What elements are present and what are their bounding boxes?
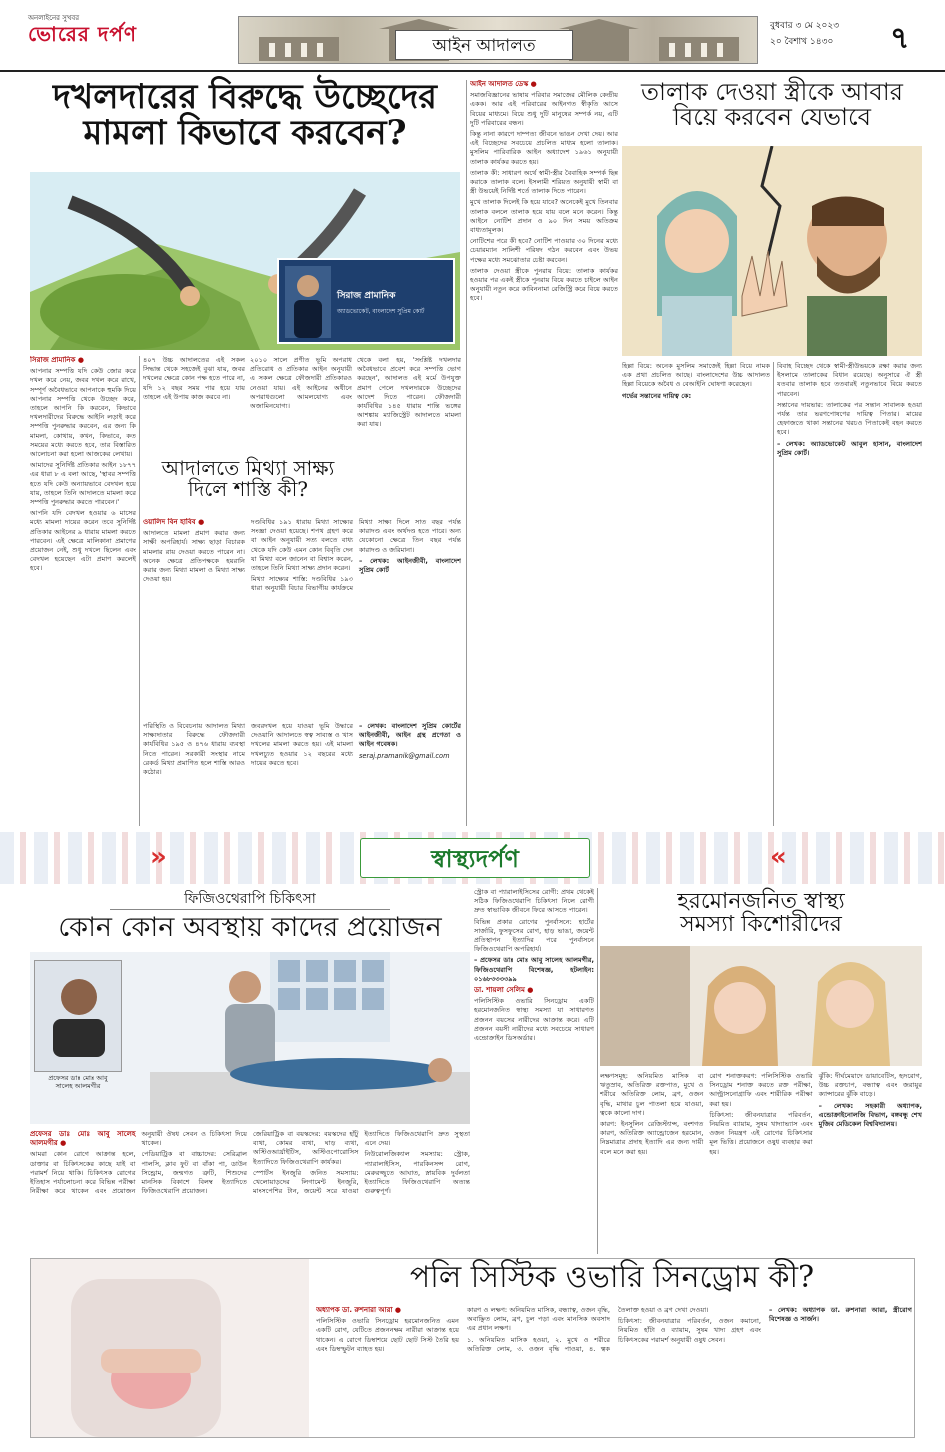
chevron-left-icon: « xyxy=(770,842,787,872)
article2-paragraph: পরিস্থিতি ও বিবেচনায় আদালত মিথ্যা সাক্ষ্যদাতার বিরুদ্ধে ফৌজদারী কার্যবিধির ১৯৫ ও ৪৭৬ ধারায় ব্যবস্থা নিতে পারেন। সরকারী সংস্থার নামে রেকর্ড মিথ্যা প্রমাণিত হলে শাস্তি আরও কঠোর। xyxy=(143,722,245,777)
article4-byline: প্রফেসর ডাঃ মোঃ আবু সালেহ আলমগীর ● xyxy=(30,1130,136,1148)
article2-footnote: – লেখক: আইনজীবী, বাংলাদেশ সুপ্রিম কোর্ট xyxy=(359,556,461,575)
article2-headline-line1: আদালতে মিথ্যা সাক্ষ্য xyxy=(161,456,335,480)
article1-email[interactable]: seraj.pramanik@gmail.com xyxy=(359,751,450,760)
article1-paragraph: থেকে বলা হয়, 'সংশ্লিষ্ট দখলদার অবৈধভাবে প্রবেশ করে সম্পত্তি ভোগ করছেন', আদালত এই মর্মে উপযুক্ত প্রমাণ পেলে দখলদারকে উচ্ছেদের আদেশ দিতে পারেন। ফৌজদারী কার্যবিধির ১৪৫ ধারায় শান্তি ভঙ্গের আশঙ্কায় ম্যাজিস্ট্রেট আদালতে মামলা করা যায়। xyxy=(357,356,461,429)
article1-headline[interactable] xyxy=(30,77,460,153)
smiling-girls-photo xyxy=(600,946,922,1066)
article2-paragraph: দণ্ডবিধির ১৯১ ধারায় মিথ্যা সাক্ষ্যের সংজ্ঞা দেওয়া হয়েছে। শপথ গ্রহণ করে বা আইন অনুযায়ী সত্য বলতে বাধ্য থেকে যদি কেউ এমন কোন বিবৃতি দেন যা মিথ্যা বলে জানেন বা বিশ্বাস করেন, তাহলে তিনি মিথ্যা সাক্ষ্য প্রদান করেন। xyxy=(251,518,353,573)
article3-headline-line1: তালাক দেওয়া স্ত্রীকে আবার xyxy=(641,78,903,106)
woman-abdominal-pain-photo xyxy=(31,1259,309,1437)
article1-column-4 xyxy=(357,356,461,448)
health-section-title[interactable]: স্বাস্থ্যদর্পণ xyxy=(360,838,590,878)
article3-footnote: – লেখক: অ্যাডভোকেট আবুল হাসান, বাংলাদেশ সুপ্রিম কোর্ট। xyxy=(777,439,922,457)
couple-illustration xyxy=(622,146,922,356)
article3-paragraph: হিল্লা বিয়ে: অনেক মুসলিম সমাজেই হিল্লা বিয়ে নামক এক প্রথা প্রচলিত আছে। বাংলাদেশের উচ্চ আদালত হিল্লা বিয়েকে অবৈধ ও বেআইনি ঘোষণা করেছেন। xyxy=(622,362,770,389)
article3-byline: আইন আদালত ডেস্ক ● xyxy=(470,80,537,88)
article5-paragraph: রোগ শনাক্তকরণ: পলিসিস্টিক ওভারি সিনড্রোম শনাক্ত করতে রক্ত পরীক্ষা, আল্ট্রাসনোগ্রাফি এবং শারীরিক পরীক্ষা করা হয়। xyxy=(709,1072,813,1108)
article3-subhead: গর্ভের সন্তানের দায়িত্ব কে: xyxy=(622,391,692,400)
article3-paragraph: সন্তানের দায়ভার: তালাকের পর সন্তান সাবালক হওয়া পর্যন্ত তার ভরণপোষণের দায়িত্ব পিতার। মায়ের হেফাজতে থাকা সন্তানের খরচও পিতাকেই বহন করতে হবে। xyxy=(777,400,922,437)
column-rule xyxy=(139,356,140,826)
article6-body xyxy=(316,1306,912,1434)
article5-paragraph: পলিসিস্টিক ওভারি সিনড্রোম একটি হরমোনজনিত স্বাস্থ্য সমস্যা যা সাধারণত প্রজনন বয়সের নারীদের আক্রান্ত করে। এটি প্রজনন বয়সী নারীদের মধ্যে সবচেয়ে সাধারণ এন্ডোক্রাইন ডিসঅর্ডার। xyxy=(474,997,594,1043)
article3-column-3 xyxy=(777,362,922,826)
article2-body-continued xyxy=(143,722,461,826)
column-rule xyxy=(773,362,774,826)
column-rule xyxy=(597,888,598,1254)
article3-paragraph: নোটিশের পরে কী হবে? নোটিশ পাওয়ার ৩০ দিনের মধ্যে চেয়ারম্যান সালিশী পরিষদ গঠন করবেন এবং উভয় পক্ষের মধ্যে সমঝোতার চেষ্টা করবেন। xyxy=(470,237,618,264)
article2-paragraph: আদালতে মামলা প্রমাণ করার জন্য সাক্ষী অপরিহার্য। সাক্ষ্য ছাড়া বিচারক মামলার রায় দেওয়া করতে পারেন না। অনেক ক্ষেত্রে প্রতিপক্ষকে হয়রানি করার জন্য মিথ্যা মামলা ও মিথ্যা সাক্ষ্য দেওয়া হয়। xyxy=(143,529,245,584)
article3-column-1 xyxy=(470,80,618,826)
article3-illustration xyxy=(622,146,922,356)
article3-headline[interactable] xyxy=(622,80,922,130)
article6-paragraph: পলিসিস্টিক ওভারি সিনড্রোম হরমোনজনিত এমন একটি রোগ, যেটিতে প্রজননক্ষম নারীরা আক্রান্ত হয়ে থাকেন। এ রোগে ডিম্বাশয়ে ছোট ছোট সিস্ট তৈরি হয় এবং ডিম্বস্ফুটন ব্যাহত হয়। xyxy=(316,1317,459,1353)
article4-body xyxy=(30,1130,470,1254)
article6-paragraph: চিকিৎসা: জীবনযাত্রার পরিবর্তন, ওজন কমানো, নিয়মিত হাঁটা ও ব্যায়াম, সুষম খাদ্য গ্রহণ এবং চিকিৎসকের পরামর্শ অনুযায়ী ওষুধ সেবন। xyxy=(618,1317,761,1344)
article5-paragraph: চিকিৎসা: জীবনযাত্রার পরিবর্তন, নিয়মিত ব্যায়াম, সুষম খাদ্যাভ্যাস এবং ওজন নিয়ন্ত্রণ এই রোগের চিকিৎসার মূল ভিত্তি। প্রয়োজনে ওষুধ ব্যবহার করা হয়। xyxy=(709,1110,813,1156)
article1-byline: সিরাজ প্রামানিক ● xyxy=(30,356,85,364)
article5-body xyxy=(600,1072,922,1254)
article1-footnote: – লেখক: বাংলাদেশ সুপ্রিম কোর্টের আইনজীবী, আইন গ্রন্থ প্রণেতা ও আইন গবেষক। xyxy=(359,722,461,749)
section-title: আইন আদালত xyxy=(395,30,573,60)
article1-paragraph: আমাদের সুনির্দিষ্ট প্রতিকার আইন ১৮৭৭ এর ধারা ৮ এ বলা আছে, 'স্থাবর সম্পত্তি হতে যদি কেউ অন্যায়ভাবে বেদখল হয়ে যায়, তাহলে তিনি আদালতে মামলা করে সম্পত্তি পুনরুদ্ধার করতে পারবেন।' xyxy=(30,461,136,507)
article1-column-1 xyxy=(30,356,136,826)
column-rule xyxy=(466,80,467,826)
article1-paragraph: আপনার সম্পত্তি যদি কেউ জোর করে দখল করে নেয়, জবর দখল করে রাখে, সম্পূর্ণ অবৈধভাবে আপনাকে হুমকি দিয়ে আপনার সম্পত্তি থেকে উচ্ছেদ করে, তাহলে আপনি কি করবেন, কিভাবে দখলদারীদের বিরুদ্ধে আইনি লড়াই করে সম্পত্তি পুনরুদ্ধার করবেন, এর জন্য কি মামলা, কোথায়, কখন, কিভাবে, কত সময়ের মধ্যে করতে হবে, তার বিস্তারিত আলোচনা করা হলো আজকের লেখায়। xyxy=(30,367,136,459)
article4-headline[interactable]: কোন কোন অবস্থায় কাদের প্রয়োজন xyxy=(58,912,442,943)
article3-paragraph: সমাজবিজ্ঞানের ভাষায় পরিবার সমাজের মৌলিক কেন্দ্রীয় একক। আর এই পরিবারের আইনগত স্বীকৃতি আসে বিয়ের মাধ্যমে। বিয়ে শুধু দুটি মানুষের সম্পর্ক নয়, এটি দুটি পরিবারের বন্ধন। xyxy=(470,91,618,127)
tagline: অনলাইনের সুখবর xyxy=(28,14,80,22)
article2-headline-line2: দিলে শাস্তি কী? xyxy=(187,477,309,501)
article4-paragraph: পেডিয়াট্রিক বা বাচ্চাদের: সেরিব্রাল পালসি, ক্লাব ফুট বা বাঁকা পা, ডাউন সিন্ড্রোম, জন্মগত ত্রুটি, শিশুদের মানসিক বিকাশে বিলম্ব ইত্যাদিতে ফিজিওথেরাপি প্রয়োজন। xyxy=(141,1150,247,1196)
article1-paragraph: ২০১০ সালে প্রণীত ভূমি অপরাধ প্রতিরোধ ও প্রতিকার আইন অনুযায়ী এ সকল ক্ষেত্রে ফৌজদারী প্রতিকারও নেওয়া যায়। এই আইনের অধীনে অপরাধগুলো আমলযোগ্য এবং অজামিনযোগ্য। xyxy=(250,356,352,411)
article1-headline-line1: দখলদারের বিরুদ্ধে উচ্ছেদের xyxy=(53,77,437,117)
article2-headline[interactable] xyxy=(143,458,353,500)
article1-paragraph: আপনি যদি বেদখল হওয়ার ৬ মাসের মধ্যে মামলা দায়ের করেন তবে সুনির্দিষ্ট প্রতিকার আইনের ৯ ধারায় মামলা করতে পারবেন। এই ক্ষেত্রে মালিকানা প্রমাণের প্রয়োজন নেই, শুধু দখলে ছিলেন এবং বেদখল হয়েছেন এটা প্রমাণ করলেই হবে। xyxy=(30,509,136,573)
article1-paragraph: জবরদখল হয়ে যাওয়া ভূমি উদ্ধারে দেওয়ানি আদালতে স্বত্ব সাব্যস্ত ও খাস দখলের মামলা করতে হয়। এই মামলা দখলচ্যুত হওয়ার ১২ বছরের মধ্যে দায়ের করতে হবে। xyxy=(251,722,353,767)
photo-caption-name: সিরাজ প্রামানিক xyxy=(337,291,396,301)
date-bengali: ২০ বৈশাখ ১৪৩০ xyxy=(770,37,834,47)
article4-paragraph: বিভিন্ন প্রকার রোগের পুনর্বাসনে: হার্টের সার্জারি, ফুসফুসের রোগ, হাড় ভাঙা, জয়েন্ট প্রতিস্থাপন ইত্যাদির পরে পুনর্বাসনে ফিজিওথেরাপি অপরিহার্য। xyxy=(474,917,594,954)
article4-kicker: ফিজিওথেরাপি চিকিৎসা xyxy=(110,888,390,910)
chevron-right-icon: » xyxy=(150,842,167,872)
article6-paragraph: কারণ ও লক্ষণ: অনিয়মিত মাসিক, বন্ধ্যাত্ব, ওজন বৃদ্ধি, অবাঞ্ছিত লোম, ব্রণ, চুল পড়া এবং মানসিক অবসাদ এর প্রধান লক্ষণ। xyxy=(467,1306,610,1333)
article4-paragraph: জেরিয়াট্রিক বা বয়স্কদের: বয়স্কদের হাঁটু ব্যথা, কোমর ব্যথা, ঘাড় ব্যথা, অস্টিওআর্থ্রাইটিস, অস্টিওপোরোসিস ইত্যাদিতে ফিজিওথেরাপি কার্যকর। xyxy=(253,1130,359,1166)
newspaper-logo[interactable]: ভোরের দর্পণ xyxy=(28,22,137,46)
person-icon xyxy=(35,961,123,1057)
article5-paragraph: লক্ষণসমূহ: অনিয়মিত মাসিক বা ঋতুস্রাব, অতিরিক্ত রক্তপাত, মুখে ও শরীরে অতিরিক্ত লোম, ব্রণ, ওজন বৃদ্ধি, মাথার চুল পাতলা হয়ে যাওয়া, ত্বকে কালো দাগ। xyxy=(600,1072,704,1117)
article3-paragraph: কিন্তু নানা কারণে দাম্পত্য জীবনে ভাঙন দেখা দেয়। আর এই বিচ্ছেদের সবচেয়ে প্রচলিত মাধ্যম হলো তালাক। মুসলিম পারিবারিক আইন অধ্যাদেশ ১৯৬১ অনুযায়ী তালাক কার্যকর করতে হয়। xyxy=(470,130,618,166)
article4-footnote: – প্রফেসর ডাঃ মোঃ আবু সালেহ আলমগীর, ফিজিওথেরাপি বিশেষজ্ঞ, হটলাইন: ০১৬৮৩৩৩৩৯৯ xyxy=(474,956,594,983)
article3-paragraph: তালাক দেওয়া স্ত্রীকে পুনরায় বিয়ে: তালাক কার্যকর হওয়ার পর একই স্ত্রীকে পুনরায় বিয়ে করতে চাইলে আইন অনুযায়ী নতুন করে কাবিননামা রেজিস্ট্রি করে বিয়ে করতে হবে। xyxy=(470,266,618,303)
article6-paragraph: ১. অনিয়মিত মাসিক হওয়া, ২. মুখে ও শরীরে অতিরিক্ত লোম, ৩. ওজন বৃদ্ধি পাওয়া, ৪. ত্বক তৈলাক্ত হওয়া ও ব্রণ দেখা দেওয়া। xyxy=(467,1306,709,1353)
article4-paragraph: স্পোর্টস ইনজুরি জনিত সমস্যায়: খেলোয়াড়দের লিগামেন্ট ইনজুরি, মাংসপেশির টান, জয়েন্ট সরে যাওয়া ইত্যাদিতে ফিজিওথেরাপি দ্রুত সুস্থতা এনে দেয়। xyxy=(253,1130,470,1196)
article1-headline-line2: মামলা কিভাবে করবেন? xyxy=(83,112,407,153)
article5-photo xyxy=(600,946,922,1066)
article5-paragraph: কারণ: ইনসুলিন রেজিস্ট্যান্স, বংশগত কারণ, অতিরিক্ত অ্যান্ড্রোজেন হরমোন, নিম্নমাত্রার প্রদাহ ইত্যাদি এর জন্য দায়ী বলে মনে করা হয়। xyxy=(600,1120,704,1156)
article4-author-photo xyxy=(34,960,122,1072)
article5-byline: ডা. শায়লা সেলিম ● xyxy=(474,986,534,995)
article4-author-caption: প্রফেসর ডাঃ মোঃ আবু সালেহ আলমগীর xyxy=(48,1074,108,1090)
article1-paragraph: ৪০৭ উচ্চ আদালতের এই সকল সিদ্ধান্ত থেকে সহজেই বুঝা যায়, জবর দখলের ক্ষেত্রে কোন পক্ষ হতে পারে না, যদি ১২ বছর সময় পার হয়ে যায় তাহলে এই উপায় কাজ করবে না। xyxy=(143,356,245,401)
article3-paragraph: বিবাহ বিচ্ছেদ থেকে স্বামী-স্ত্রীউভয়কে রক্ষা করার জন্য ইসলামে তালাকের বিধান রয়েছে। অনুসারে ঐ স্ত্রী যতবার তালাক হবে ততবারই নতুনভাবে বিয়ে করতে পারবেন। xyxy=(777,362,922,398)
date-gregorian: বুধবার ৩ মে ২০২৩ xyxy=(770,21,840,31)
article3-paragraph: মুখে তালাক দিলেই কি হয়ে যাবে? অনেকেই মুখে তিনবার তালাক বললে তালাক হয়ে যায় বলে মনে করেন। কিন্তু আইনে নোটিশ প্রদান ও ৯০ দিন সময় অতিক্রম বাধ্যতামূলক। xyxy=(470,198,618,235)
article1-column-3 xyxy=(250,356,352,448)
article6-footnote: – লেখক: অধ্যাপক ডা. রুশনারা আরা, স্ত্রীরোগ বিশেষজ্ঞ ও সার্জন। xyxy=(769,1306,912,1324)
article4-paragraph: নিউরোলজিক্যাল সমস্যায়: স্ট্রোক, প্যারালাইসিস, পারকিনসন্স রোগ, মেরুরজ্জুতে আঘাত, স্নায়বিক দুর্বলতা ইত্যাদিতে ফিজিওথেরাপি অত্যন্ত গুরুত্বপূর্ণ। xyxy=(364,1150,470,1196)
article4-paragraph: আমরা কোন রোগে আক্রান্ত হলে, ডাক্তার বা চিকিৎসকের কাছে যাই বা পরামর্শ নিয়ে থাকি। চিকিৎসক রোগের ইতিহাস পর্যালোচনা করে বিভিন্ন পরীক্ষা নিরীক্ষা করে থাকেন এবং প্রয়োজন অনুযায়ী ঔষধ সেবন ও চিকিৎসা দিয়ে থাকেন। xyxy=(30,1130,247,1196)
person-icon xyxy=(285,266,331,338)
article5-headline-line2: সমস্যা কিশোরীদের xyxy=(680,912,842,938)
page-number: ৭ xyxy=(890,21,910,56)
photo-caption-role: অ্যাডভোকেট, বাংলাদেশ সুপ্রিম কোর্ট xyxy=(337,308,425,315)
article2-paragraph: মিথ্যা সাক্ষ্যের শাস্তি: দণ্ডবিধির ১৯৩ ধারা অনুযায়ী বিচার বিভাগীয় কার্যক্রমে মিথ্যা সাক্ষ্য দিলে সাত বছর পর্যন্ত কারাদণ্ড এবং অর্থদণ্ড হতে পারে। অন্য যেকোনো ক্ষেত্রে তিন বছর পর্যন্ত কারাদণ্ড ও জরিমানা। xyxy=(251,518,461,593)
article1-column-2 xyxy=(143,356,245,448)
article4-column-continued xyxy=(474,888,594,1254)
article3-column-2 xyxy=(622,362,770,826)
article5-headline[interactable] xyxy=(600,890,922,936)
article6-headline[interactable]: পলি সিস্টিক ওভারি সিনড্রোম কী? xyxy=(409,1260,815,1295)
article6-byline: অধ্যাপক ডা. রুশনারা আরা ● xyxy=(316,1306,402,1314)
author-photo xyxy=(285,266,331,338)
article6-photo xyxy=(31,1259,309,1437)
article2-byline: ওয়ালিদ বিন হাবিব ● xyxy=(143,518,205,526)
article5-footnote: – লেখক: সহকারী অধ্যাপক, এন্ডোক্রাইনোলজি বিভাগ, বঙ্গবন্ধু শেখ মুজিব মেডিকেল বিশ্ববিদ্যালয়। xyxy=(818,1101,922,1129)
article2-body xyxy=(143,518,461,718)
author-photo-card xyxy=(277,258,455,344)
article3-headline-line2: বিয়ে করবেন যেভাবে xyxy=(673,103,871,132)
article3-paragraph: তালাক কী: সাধারণ অর্থে স্বামী-স্ত্রীর বৈবাহিক সম্পর্ক ছিন্ন করাকে তালাক বলে। ইসলামী শরিয়ত অনুযায়ী স্বামী বা স্ত্রী উভয়েই নির্দিষ্ট শর্তে তালাক দিতে পারেন। xyxy=(470,168,618,196)
article5-headline-line1: হরমোনজনিত স্বাস্থ্য xyxy=(677,889,845,914)
article4-paragraph: স্ট্রোক বা প্যারালাইসিসের রোগী: প্রথম থেকেই সঠিক ফিজিওথেরাপি চিকিৎসা নিলে রোগী দ্রুত স্বাভাবিক জীবনে ফিরে আসতে পারেন। xyxy=(474,888,594,915)
article5-paragraph: ঝুঁকি: দীর্ঘমেয়াদে ডায়াবেটিস, হৃদরোগ, উচ্চ রক্তচাপ, বন্ধ্যাত্ব এবং জরায়ুর ক্যান্সারের ঝুঁকি বাড়ে। xyxy=(818,1072,922,1099)
